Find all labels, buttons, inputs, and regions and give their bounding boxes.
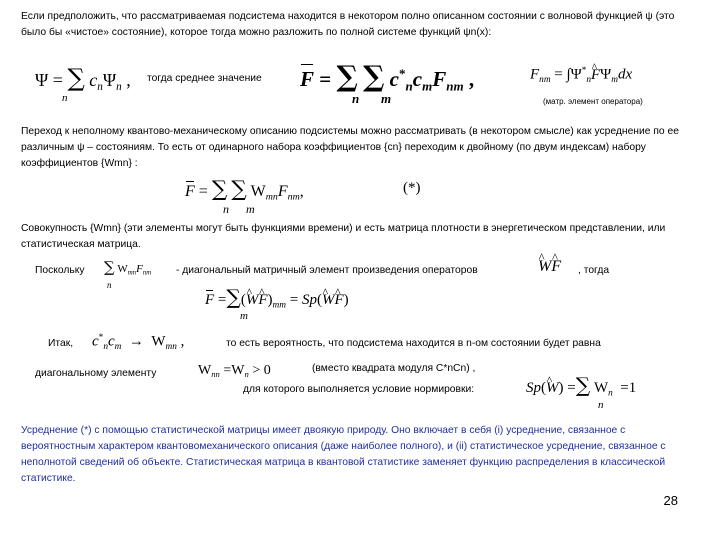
thus-label: Итак, — [48, 338, 74, 349]
then-label: , тогда — [578, 265, 610, 276]
sum-index-n4: n — [107, 280, 112, 290]
average-equation: F = ∑ ∑ $c^*_nc_mF_{nm}$ , — [300, 59, 475, 94]
sum-index-m: m — [381, 91, 392, 106]
normalization-equation: Sp(^ W) =∑ $W_n =1$ — [526, 375, 636, 398]
correspondence-expression: $c^*_nc_m \to W_{mn}$ , — [92, 333, 185, 352]
expansion-equation: Ψ = ∑ $c_n\Psi_n$ , — [35, 63, 131, 93]
diagonal-element-label: диагональному элементу — [35, 368, 157, 379]
diagonal-equation: $W_{nn} =W_n > 0$ — [198, 363, 271, 380]
matrix-element-equation: $F_{nm}$ = $\int\Psi^*_n\^{}$ $F\Psi_mdx$ — [530, 66, 632, 85]
intro-paragraph: Если предположить, что рассматриваемая подсистема находится в некотором полно описанном состоянии с волновой функцией ψ (это было бы «чистое» состояние), которое тогда можно разложить по полной системе функций ψn(x): — [21, 11, 675, 38]
diag-sum-expression: ∑ $W_{mn}F_{nm}$ — [104, 258, 152, 277]
sum-index-n3: n — [223, 202, 229, 216]
sum-index-m2: m — [246, 202, 255, 216]
density-average-equation: F = ∑ ∑ $W_{mn}F_{nm}$, — [185, 177, 304, 203]
page-number: 28 — [663, 493, 678, 508]
sum-index-n: n — [62, 92, 68, 104]
normalization-text: для которого выполняется условие нормировки: — [243, 384, 475, 395]
sum-index-n2: n — [352, 91, 360, 106]
equation-star-label: (*) — [403, 180, 421, 196]
sum-index-n5: n — [598, 399, 604, 411]
instead-note: (вместо квадрата модуля C*nCn) , — [312, 363, 476, 374]
sum-index-m3: m — [240, 310, 248, 322]
matrix-element-note: (матр. элемент оператора) — [543, 97, 643, 106]
since-label: Поскольку — [35, 265, 85, 276]
density-matrix-paragraph: Совокупность {Wmn} (эти элементы могут быть функциями времени) и есть матрица плотности в энергетическом представлении, или статистическая матрица. — [21, 223, 666, 250]
diagonal-element-text: - диагональный матричный элемент произведения операторов — [176, 265, 478, 276]
transition-paragraph: Переход к неполному квантово-механическому описанию подсистемы можно рассматривать (в некотором смысле) как усреднение по ее различным ψ – состояниям. То есть от одинарного набора коэффициентов {cn} переходим к двойному (по двум индексам) набору коэффициентов {Wmn} : — [21, 126, 679, 169]
operator-product: ^ W^ F — [538, 258, 561, 276]
trace-equation: F =∑(^ W^ $F)_{mm}$ = Sp(^ W^ F) — [205, 287, 349, 310]
probability-text: то есть вероятность, что подсистема находится в n-ом состоянии будет равна — [226, 338, 601, 349]
averaging-paragraph: Усреднение (*) с помощью статистической матрицы имеет двоякую природу. Оно включает в себя (i) усреднение, связанное с вероятностным характером квантовомеханического описания (даже наиболее полного), и (ii) статистическое усреднение, связанное с неполнотой сведений об объекте. Статистическая матрица в квантовой статистике заменяет функцию распределения в классической статистике. — [21, 425, 666, 484]
then-average-label: тогда среднее значение — [147, 73, 262, 84]
